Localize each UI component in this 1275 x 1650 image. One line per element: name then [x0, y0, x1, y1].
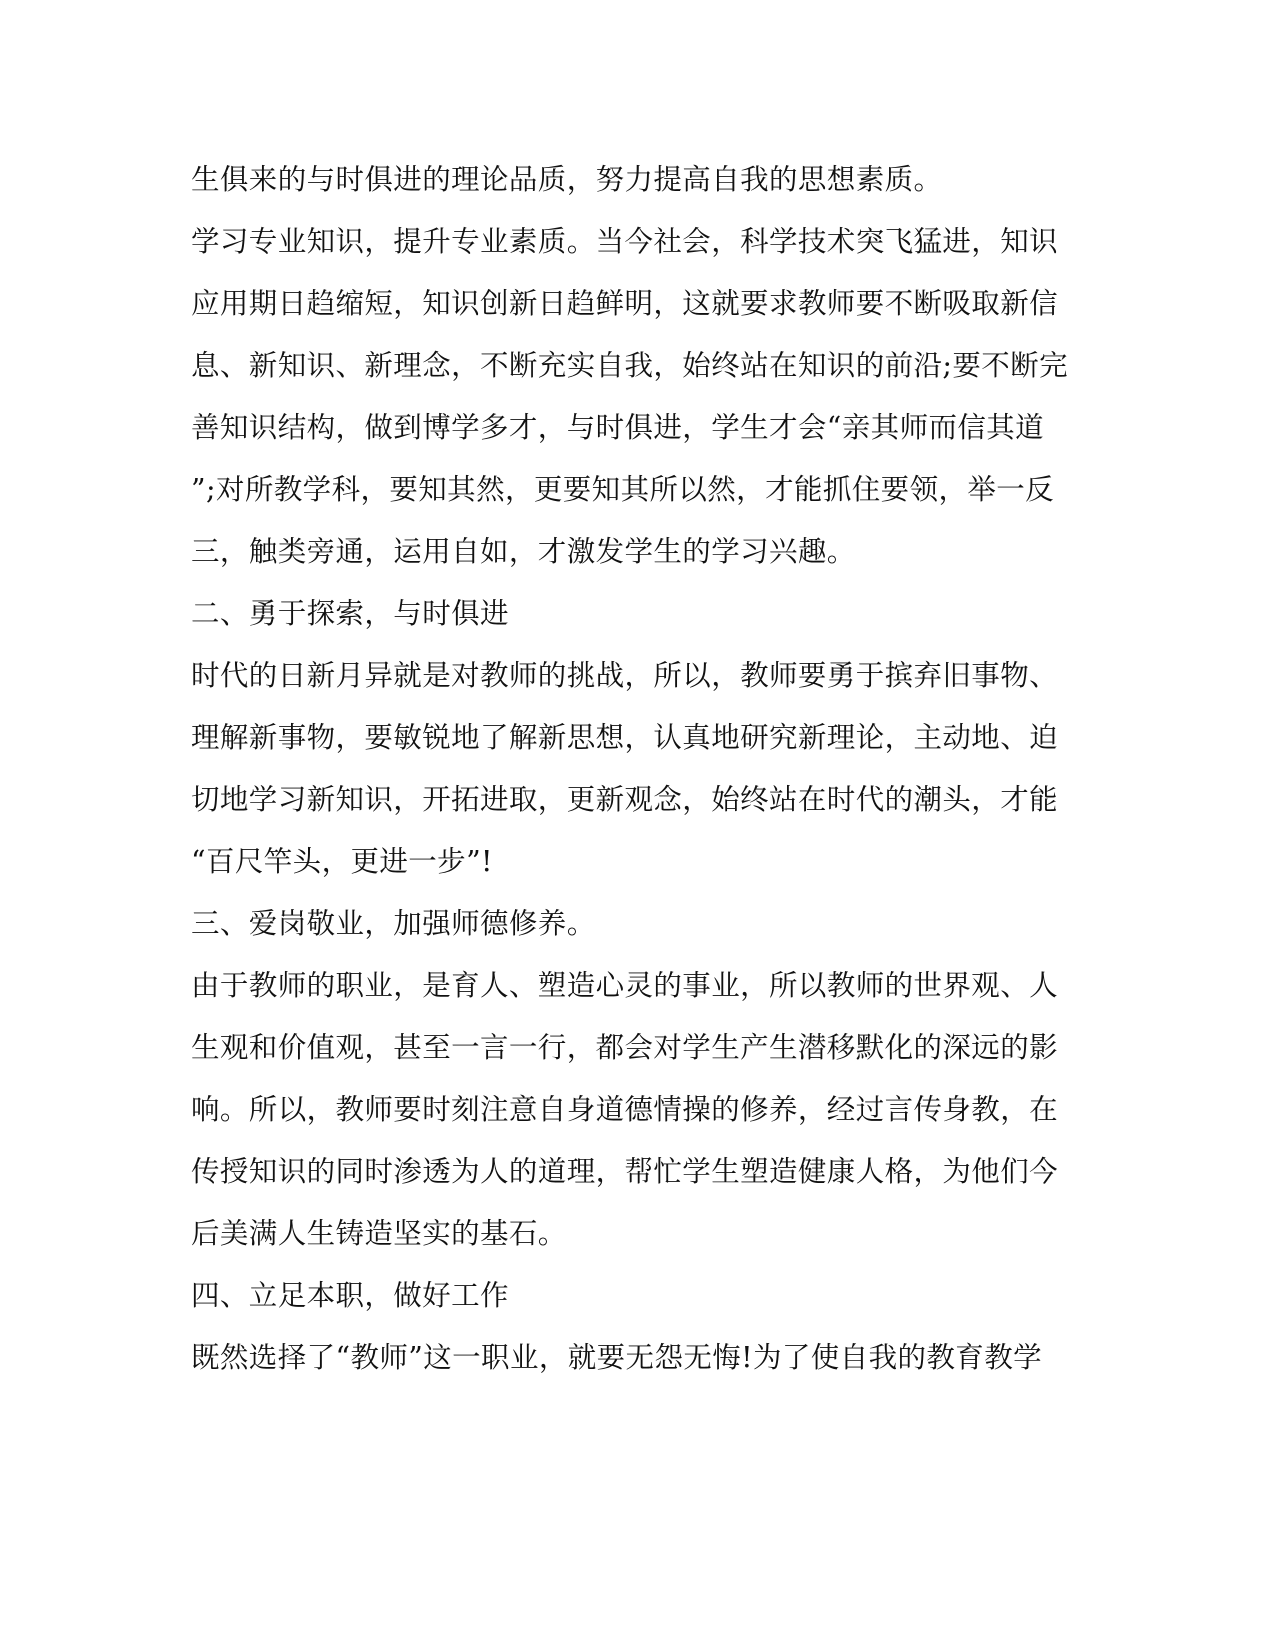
text-line: 生观和价值观，甚至一言一行，都会对学生产生潜移默化的深远的影 [191, 1031, 1059, 1064]
text-line: 切地学习新知识，开拓进取，更新观念，始终站在时代的潮头，才能 [191, 783, 1059, 816]
text-line: 时代的日新月异就是对教师的挑战，所以，教师要勇于摈弃旧事物、 [191, 659, 1059, 692]
section-heading: 三、爱岗敬业，加强师德修养。 [191, 907, 596, 940]
text-line: 理解新事物，要敏锐地了解新思想，认真地研究新理论，主动地、迫 [191, 721, 1059, 754]
text-line: 息、新知识、新理念，不断充实自我，始终站在知识的前沿;要不断完 [191, 349, 1069, 382]
text-line: 传授知识的同时渗透为人的道理，帮忙学生塑造健康人格，为他们今 [191, 1155, 1059, 1188]
text-line: 善知识结构，做到博学多才，与时俱进，学生才会“亲其师而信其道 [191, 411, 1045, 444]
text-line: 响。所以，教师要时刻注意自身道德情操的修养，经过言传身教，在 [191, 1093, 1059, 1126]
text-line: 由于教师的职业，是育人、塑造心灵的事业，所以教师的世界观、人 [191, 969, 1059, 1002]
text-line: “百尺竿头，更进一步”! [191, 845, 493, 878]
section-heading: 二、勇于探索，与时俱进 [191, 597, 509, 630]
text-line: 学习专业知识，提升专业素质。当今社会，科学技术突飞猛进，知识 [191, 225, 1059, 258]
text-line: 三，触类旁通，运用自如，才激发学生的学习兴趣。 [191, 535, 856, 568]
text-line: 既然选择了“教师”这一职业，就要无怨无悔!为了使自我的教育教学 [191, 1341, 1042, 1374]
text-line: 生俱来的与时俱进的理论品质，努力提高自我的思想素质。 [191, 163, 943, 196]
text-line: ”;对所教学科，要知其然，更要知其所以然，才能抓住要领，举一反 [191, 473, 1055, 506]
text-line: 后美满人生铸造坚实的基石。 [191, 1217, 567, 1250]
text-line: 应用期日趋缩短，知识创新日趋鲜明，这就要求教师要不断吸取新信 [191, 287, 1059, 320]
section-heading: 四、立足本职，做好工作 [191, 1279, 509, 1312]
